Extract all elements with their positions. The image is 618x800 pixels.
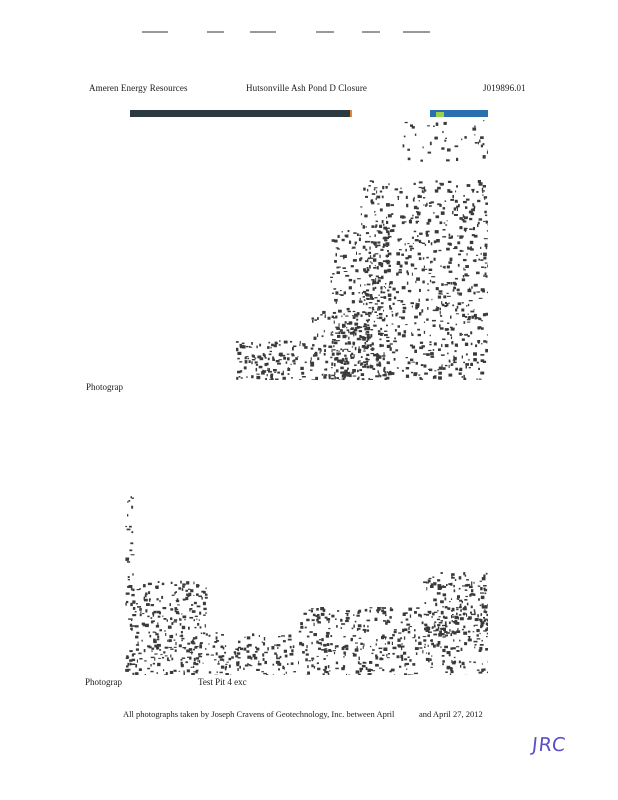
top-scan-dashes: [0, 28, 618, 36]
photo-1-speckle: [236, 120, 488, 380]
photo-2-image: [123, 462, 488, 675]
photo-1: [130, 110, 488, 380]
photo-2-caption-label: Photograp: [85, 677, 122, 687]
photo-1-image: [130, 110, 488, 380]
photo-1-caption-label: Photograp: [86, 382, 123, 392]
header-job-number: J019896.01: [483, 83, 526, 93]
photo-2: [123, 462, 488, 675]
handwritten-initials: JRC: [530, 734, 568, 756]
header-company: Ameren Energy Resources: [89, 83, 188, 93]
photo-2-caption-text: Test Pit 4 exc: [198, 677, 247, 687]
footer-date: and April 27, 2012: [419, 709, 483, 719]
photo-2-speckle: [125, 496, 488, 675]
footer-credit: All photographs taken by Joseph Cravens of Geotechnology, Inc. between April: [123, 709, 395, 719]
header-project: Hutsonville Ash Pond D Closure: [246, 83, 368, 93]
